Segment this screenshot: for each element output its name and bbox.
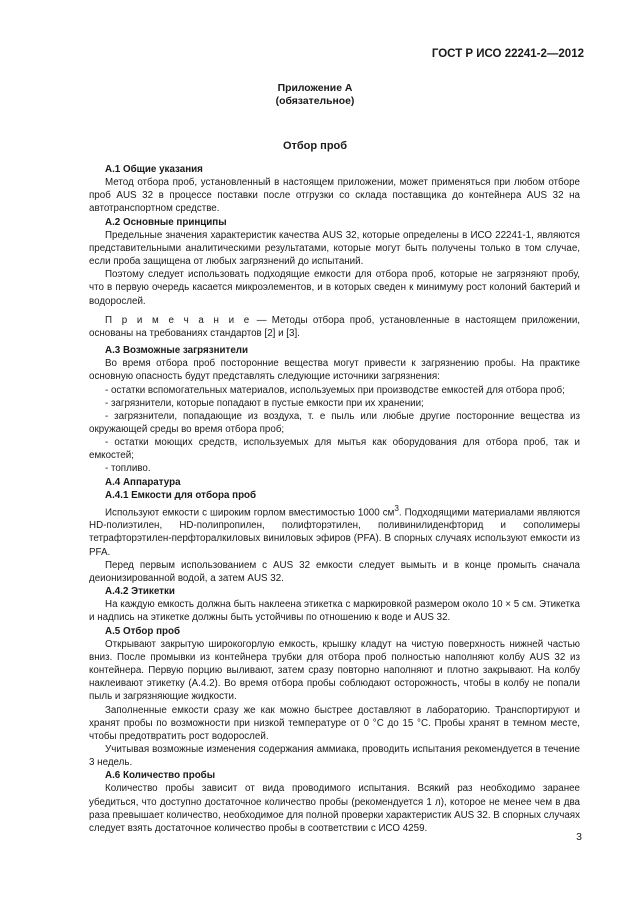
- section-a1-heading: А.1 Общие указания: [105, 164, 203, 175]
- list-item: - остатки вспомогательных материалов, используемых при производстве емкостей для отбора проб;: [105, 384, 565, 396]
- section-a2-heading: А.2 Основные принципы: [105, 216, 227, 228]
- section-a6-heading: А.6 Количество пробы: [105, 770, 216, 782]
- paragraph: На каждую емкость должна быть наклеена этикетка с маркировкой размером около 10 × 5 см. Этикетка и надпись на этикетке должны быть устойчивы по отношению к воде и AUS 32.: [89, 599, 580, 624]
- appendix-title: Приложение А: [277, 83, 353, 94]
- section-a5-heading: А.5 Отбор проб: [105, 625, 181, 637]
- paragraph: Перед первым использованием с AUS 32 емкости следует вымыть и в конце промыть сначала деионизированной водой, а затем AUS 32.: [89, 559, 580, 584]
- section-a4-heading: А.4 Аппаратура: [105, 476, 181, 488]
- document-title: Отбор проб: [282, 140, 348, 152]
- paragraph: Поэтому следует использовать подходящие емкости для отбора проб, которые не загрязняют пробу, что в первую очередь касается микроэлементов, и в которых сведен к минимуму рост колоний бактерий и водорослей.: [89, 269, 580, 307]
- page-number: 3: [576, 831, 582, 843]
- paragraph: Учитывая возможные изменения содержания аммиака, проводить испытания рекомендуется в течение 3 недель.: [89, 743, 580, 769]
- list-item: - загрязнители, попадающие из воздуха, т. е пыль или любые другие посторонние вещества из окружающей среды во время отбора проб;: [89, 410, 580, 435]
- note-label: П р и м е ч а н и е: [105, 314, 252, 326]
- list-item: - топливо.: [105, 463, 151, 475]
- paragraph: Заполненные емкости сразу же как можно быстрее доставляют в лабораторию. Транспортируют и хранят пробы по возможности при низкой температуре от 0 °С до 15 °С. Пробы хранят в темном месте, чтобы предотвратить рост водорослей.: [89, 704, 580, 742]
- note: [89, 314, 580, 340]
- note-text: — Методы отбора проб, установленные в настоящем приложении, основаны на требованиях стандартов [2] и [3].: [89, 314, 581, 339]
- list-item: - остатки моющих средств, используемых для мытья как оборудования для отбора проб, так и емкостей;: [89, 437, 580, 462]
- section-a3-heading: А.3 Возможные загрязнители: [105, 345, 249, 357]
- standard-number: ГОСТ Р ИСО 22241-2—2012: [431, 48, 584, 60]
- text-run: Используют емкости с широким горлом вместимостью 1000 см: [105, 507, 395, 519]
- appendix-heading: [0, 82, 630, 108]
- paragraph: Метод отбора проб, установленный в настоящем приложении, может применяться при любом отборе проб AUS 32 в процессе поставки после отгрузки со склада поставщика до контейнера AUS 32 на автотранспортном средстве.: [89, 177, 580, 215]
- list-item: - загрязнители, которые попадают в пустые емкости при их хранении;: [105, 397, 424, 409]
- paragraph: Во время отбора проб посторонние вещества могут привести к загрязнению пробы. На практике основную опасность будут представлять следующие источники загрязнения:: [89, 358, 580, 383]
- paragraph: Количество пробы зависит от вида проводимого испытания. Всякий раз необходимо заранее убедиться, что доступно достаточное количество пробы (рекомендуется 1 л), которое не менее чем в два раза превышает количество, необходимое для полной проверки характеристик AUS 32. В спорных случаях следует взять достаточное количество пробы в соответствии с ИСО 4259.: [89, 783, 580, 834]
- text-run: . Подходящими материалами являются HD-полиэтилен, HD-полипропилен, полифторэтилен, поливинилиденфторид и сополимеры тетрафторэтилен-перфторалкиловых виниловых эфиров (PFA). В спорных случаях используют емкости из PFA.: [89, 507, 580, 558]
- appendix-status: (обязательное): [275, 96, 355, 107]
- document-body: [89, 163, 580, 835]
- subsection-a41-heading: А.4.1 Емкости для отбора проб: [105, 489, 257, 501]
- superscript: 3: [394, 503, 399, 513]
- paragraph: Предельные значения характеристик качества AUS 32, которые определены в ИСО 22241-1, являются представительными аналитическими результатами, которые могут быть получены только в том случае, если проба защищена от любых загрязнений до испытаний.: [89, 229, 580, 268]
- subsection-a42-heading: А.4.2 Этикетки: [105, 586, 175, 598]
- paragraph: [89, 502, 580, 559]
- paragraph: Открывают закрытую широкогорлую емкость, крышку кладут на чистую поверхность нижней частью вниз. После промывки из контейнера трубки для отбора проб полностью наполняют колбу AUS 32 из контейнера. Первую порцию выливают, затем сразу повторно наполняют и плотно закрывают. На колбу наклеивают этикетку (А.4.2). Во время отбора пробы соблюдают осторожность, чтобы в колбу не попали пыль и загрязняющие жидкости.: [89, 638, 580, 703]
